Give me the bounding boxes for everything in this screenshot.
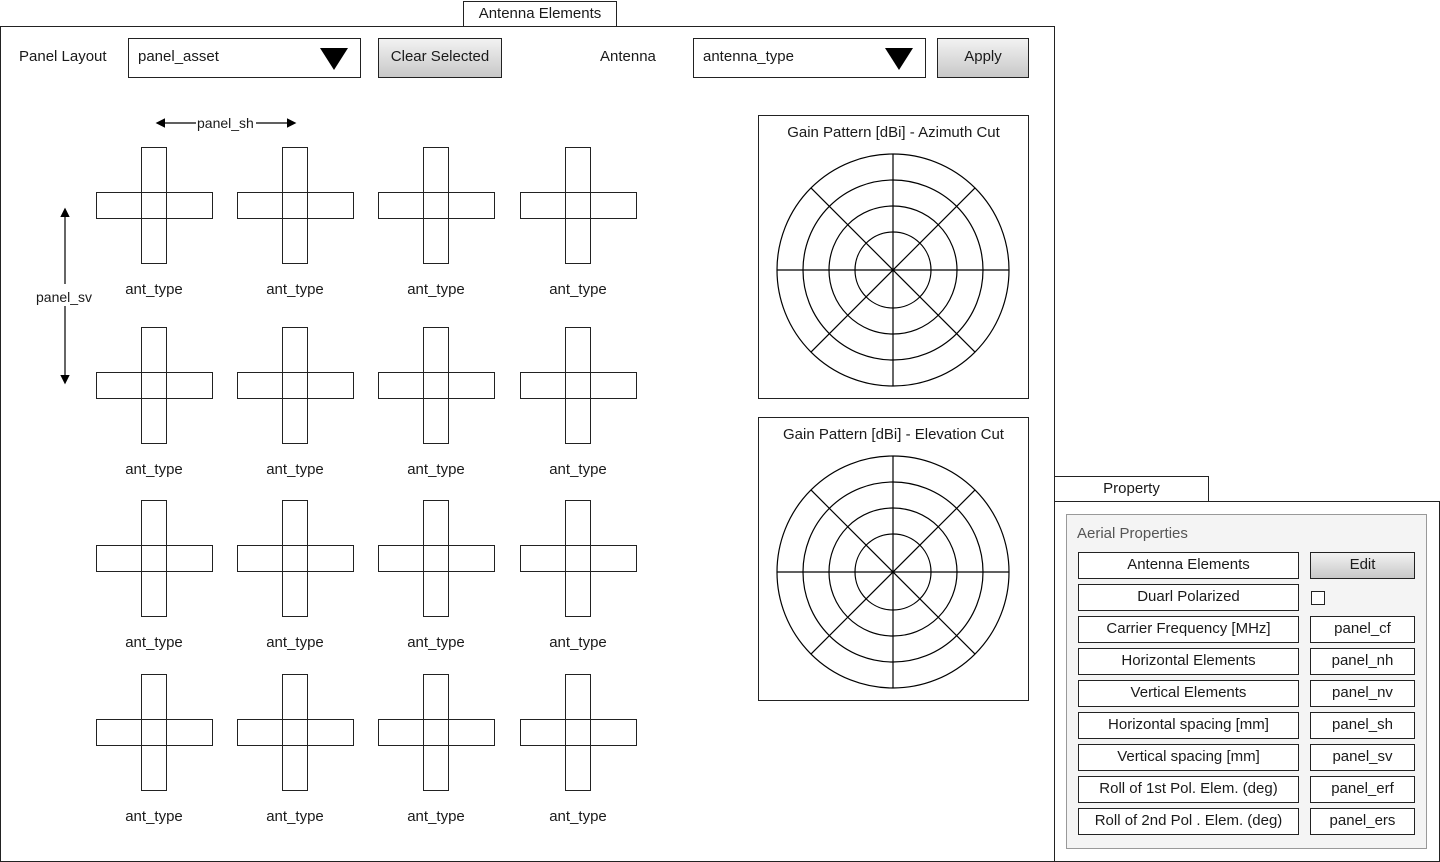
element-type-label: ant_type <box>549 808 607 825</box>
element-type-label: ant_type <box>407 808 465 825</box>
element-type-label: ant_type <box>266 808 324 825</box>
element-cross-vertical[interactable] <box>141 327 167 444</box>
element-cross-vertical[interactable] <box>282 674 308 791</box>
element-type-label: ant_type <box>125 461 183 478</box>
azimuth-cut-plot <box>758 115 1029 399</box>
property-value-field[interactable]: panel_ers <box>1310 808 1415 835</box>
element-cross-vertical[interactable] <box>141 500 167 617</box>
element-cross-vertical[interactable] <box>282 327 308 444</box>
element-type-label: ant_type <box>407 634 465 651</box>
element-type-label: ant_type <box>549 461 607 478</box>
antenna-label: Antenna <box>600 48 656 65</box>
aerial-properties-title: Aerial Properties <box>1077 525 1188 542</box>
elevation-cut-title: Gain Pattern [dBi] - Elevation Cut <box>783 426 1004 443</box>
element-type-label: ant_type <box>125 808 183 825</box>
property-value-field[interactable]: panel_cf <box>1310 616 1415 643</box>
property-value-field[interactable]: panel_sv <box>1310 744 1415 771</box>
element-cross-vertical[interactable] <box>423 327 449 444</box>
property-name: Vertical spacing [mm] <box>1078 744 1299 771</box>
element-type-label: ant_type <box>266 461 324 478</box>
element-cross-vertical[interactable] <box>282 500 308 617</box>
spacing-v-label: panel_sv <box>36 289 93 305</box>
element-cross-vertical[interactable] <box>141 147 167 264</box>
element-cross-vertical[interactable] <box>565 500 591 617</box>
elevation-polar-grid <box>759 418 1028 700</box>
element-type-label: ant_type <box>266 281 324 298</box>
property-name: Horizontal Elements <box>1078 648 1299 675</box>
clear-selected-button[interactable]: Clear Selected <box>378 38 502 78</box>
property-value-field[interactable]: panel_nv <box>1310 680 1415 707</box>
antenna-elements-tab[interactable]: Antenna Elements <box>463 1 617 27</box>
element-cross-vertical[interactable] <box>423 674 449 791</box>
edit-antenna-elements-button[interactable]: Edit <box>1310 552 1415 579</box>
element-type-label: ant_type <box>407 461 465 478</box>
azimuth-cut-title: Gain Pattern [dBi] - Azimuth Cut <box>787 124 1000 141</box>
spacing-h-label: panel_sh <box>197 115 254 131</box>
azimuth-polar-grid <box>759 116 1028 398</box>
property-value-field[interactable]: panel_nh <box>1310 648 1415 675</box>
element-cross-vertical[interactable] <box>565 674 591 791</box>
elevation-cut-plot <box>758 417 1029 701</box>
element-type-label: ant_type <box>266 634 324 651</box>
property-value-field[interactable]: panel_erf <box>1310 776 1415 803</box>
element-cross-vertical[interactable] <box>423 147 449 264</box>
property-name: Carrier Frequency [MHz] <box>1078 616 1299 643</box>
apply-button[interactable]: Apply <box>937 38 1029 78</box>
element-cross-vertical[interactable] <box>565 327 591 444</box>
property-tab[interactable]: Property <box>1054 476 1209 502</box>
panel-layout-value: panel_asset <box>138 48 219 65</box>
property-name: Vertical Elements <box>1078 680 1299 707</box>
panel-layout-label: Panel Layout <box>19 48 107 65</box>
element-type-label: ant_type <box>125 634 183 651</box>
element-cross-vertical[interactable] <box>423 500 449 617</box>
property-name: Duarl Polarized <box>1078 584 1299 611</box>
property-name: Antenna Elements <box>1078 552 1299 579</box>
element-cross-vertical[interactable] <box>565 147 591 264</box>
antenna-value: antenna_type <box>703 48 794 65</box>
property-name: Horizontal spacing [mm] <box>1078 712 1299 739</box>
element-type-label: ant_type <box>125 281 183 298</box>
element-type-label: ant_type <box>407 281 465 298</box>
element-cross-vertical[interactable] <box>141 674 167 791</box>
dropdown-arrow-icon <box>885 48 913 70</box>
element-cross-vertical[interactable] <box>282 147 308 264</box>
property-name: Roll of 2nd Pol . Elem. (deg) <box>1078 808 1299 835</box>
element-type-label: ant_type <box>549 281 607 298</box>
property-value-field[interactable]: panel_sh <box>1310 712 1415 739</box>
element-type-label: ant_type <box>549 634 607 651</box>
property-name: Roll of 1st Pol. Elem. (deg) <box>1078 776 1299 803</box>
dual-polarized-checkbox[interactable] <box>1311 591 1325 605</box>
